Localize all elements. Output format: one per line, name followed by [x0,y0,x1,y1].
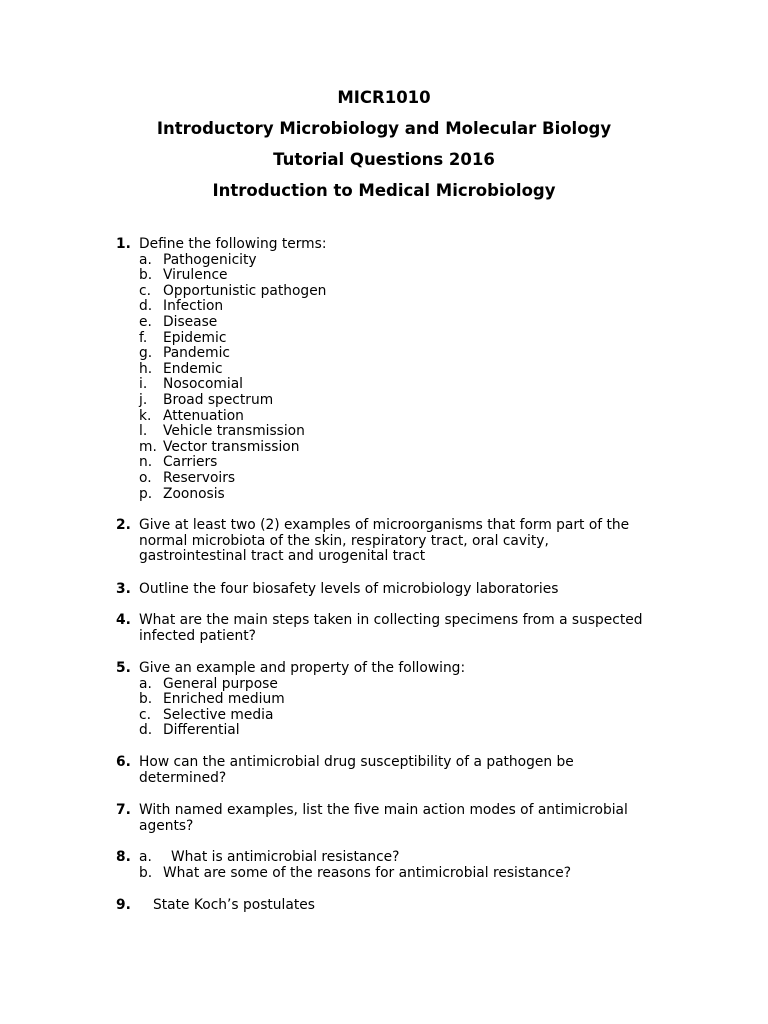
question-line: Outline the four biosafety levels of microbiology laboratories [139,581,559,597]
subitem [139,850,669,866]
question-text [153,898,683,914]
question-number: 8. [116,849,131,865]
subitem [139,315,669,331]
question-line: determined? [139,769,227,786]
subitem-text: Zoonosis [163,485,225,502]
question-number: 1. [116,236,131,252]
document-header [0,82,768,206]
subitem-text: Nosocomial [163,376,243,393]
question-line: What are the main steps taken in collecting specimens from a suspected [139,612,643,628]
subitem-text: Virulence [163,267,228,284]
subitem [139,866,669,882]
subitem [139,362,669,378]
question-line: Give at least two (2) examples of microorganisms that form part of the [139,517,630,533]
subitem [139,377,669,393]
subitem-letter: d. [139,722,153,739]
course-title: Introductory Microbiology and Molecular Biology [156,119,612,138]
question-line: With named examples, list the five main action modes of antimicrobial [139,802,628,818]
subitem-text: Differential [163,722,240,739]
question-number: 2. [116,517,131,533]
subitem [139,471,669,487]
subitem-text: Infection [163,298,224,315]
subitem-text: Disease [163,313,218,330]
subitem [139,692,669,708]
topic-title: Introduction to Medical Microbiology [212,181,556,200]
question-text [139,850,669,881]
subitem-letter: c. [139,706,151,723]
subitem-text: Attenuation [163,407,244,424]
question-line: infected patient? [139,627,256,644]
subitem [139,409,669,425]
question-line: normal microbiota of the skin, respiratory tract, oral cavity, [139,532,549,549]
subitem-text: Endemic [163,360,223,377]
subitem-letter: j. [139,391,148,408]
question-line: Give an example and property of the following: [139,660,466,676]
subitem-letter: i. [139,376,148,393]
subitem [139,346,669,362]
subitem-letter: f. [139,329,148,346]
subitem [139,723,669,739]
subitem [139,331,669,347]
question-number: 4. [116,612,131,628]
subitem-letter: c. [139,282,151,299]
subitem-text: What is antimicrobial resistance? [171,849,400,865]
subitem [139,424,669,440]
question-text [139,803,669,834]
question-number: 7. [116,802,131,818]
subitem-letter: n. [139,454,153,471]
subitem-text: Opportunistic pathogen [163,282,327,299]
subitem-text: Pathogenicity [163,251,257,268]
subitem-letter: a. [139,849,152,865]
subitem-letter: b. [139,267,153,284]
question-text [139,755,669,786]
question-number: 3. [116,581,131,597]
question-number: 5. [116,660,131,676]
question-text [139,661,669,739]
subitem-text: Broad spectrum [163,391,274,408]
question-line: How can the antimicrobial drug susceptibility of a pathogen be [139,754,574,770]
subitem-text: Vehicle transmission [163,423,305,440]
question-line: State Koch’s postulates [153,897,315,913]
question-line: Define the following terms: [139,236,327,252]
question-number: 9. [116,897,131,913]
subitem-letter: p. [139,485,153,502]
subitem [139,708,669,724]
subitem-text: Pandemic [163,345,231,362]
subitem [139,393,669,409]
subitem-text: Vector transmission [163,438,300,455]
subitem [139,440,669,456]
subitem [139,455,669,471]
question-line: gastrointestinal tract and urogenital tract [139,548,426,565]
course-code: MICR1010 [337,88,431,107]
subitem-text: Carriers [163,454,218,471]
subitem-letter: a. [139,251,152,268]
subitem [139,299,669,315]
subitem [139,677,669,693]
subitem [139,487,669,503]
subitem-letter: e. [139,313,152,330]
question-text [139,582,669,598]
subitem-letter: b. [139,691,153,708]
subitem-letter: a. [139,675,152,692]
subitem-letter: o. [139,469,152,486]
subitem-letter: m. [139,438,157,455]
subitem-letter: h. [139,360,153,377]
subitem-text: Epidemic [163,329,227,346]
question-number: 6. [116,754,131,770]
subitem [139,268,669,284]
subitem-letter: b. [139,864,153,881]
subitem-text: Selective media [163,706,274,723]
question-text [139,613,669,644]
subitem-text: What are some of the reasons for antimicrobial resistance? [163,864,572,881]
subitem-letter: k. [139,407,152,424]
subitem-text: General purpose [163,675,278,692]
question-line: agents? [139,817,194,834]
document-title: Tutorial Questions 2016 [273,150,495,169]
question-text [139,518,669,565]
subitem-text: Reservoirs [163,469,236,486]
subitem-letter: d. [139,298,153,315]
subitem-letter: g. [139,345,153,362]
question-text [139,237,669,502]
subitem [139,284,669,300]
subitem [139,253,669,269]
subitem-letter: l. [139,423,148,440]
subitem-text: Enriched medium [163,691,285,708]
